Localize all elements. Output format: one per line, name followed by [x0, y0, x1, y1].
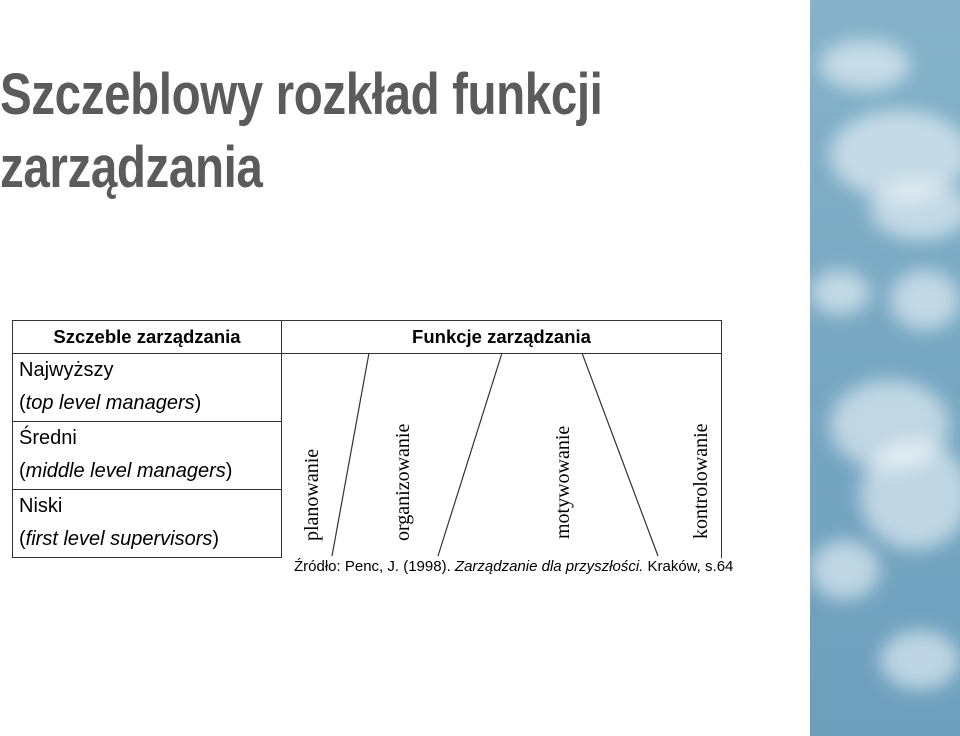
function-label-motywowanie: motywowanie: [552, 425, 574, 539]
divider-line-2: [438, 353, 502, 556]
slide-title-line-1: Szczeblowy rozkład funkcji: [0, 62, 603, 127]
level-row-first: Niski (first level supervisors): [13, 490, 282, 558]
slide-title: [0, 58, 648, 204]
function-label-planowanie: planowanie: [301, 448, 323, 541]
level-name: Najwyższy: [19, 359, 114, 381]
source-citation: Źródło: Penc, J. (1998). Zarządzanie dla przyszłości. Kraków, s.64: [294, 558, 734, 575]
level-english: middle level managers: [25, 460, 226, 482]
function-label-kontrolowanie: kontrolowanie: [690, 423, 712, 539]
slide-title-line-2: zarządzania: [0, 135, 263, 200]
sky-background-image: [810, 0, 960, 736]
function-wedges: [275, 353, 722, 557]
divider-line-3: [582, 353, 658, 556]
management-functions-diagram: [12, 320, 722, 557]
function-label-organizowanie: organizowanie: [392, 423, 414, 541]
level-name: Niski: [19, 495, 63, 517]
header-levels: Szczeble zarządzania: [13, 321, 282, 354]
level-row-top: Najwyższy (top level managers): [13, 354, 282, 422]
level-english: top level managers: [25, 392, 195, 414]
level-english: first level supervisors: [25, 528, 213, 550]
level-name: Średni: [19, 427, 77, 449]
level-row-middle: Średni (middle level managers): [13, 422, 282, 490]
header-functions: Funkcje zarządzania: [282, 321, 722, 354]
source-book-title: Zarządzanie dla przyszłości.: [454, 558, 644, 575]
divider-line-1: [332, 353, 369, 556]
